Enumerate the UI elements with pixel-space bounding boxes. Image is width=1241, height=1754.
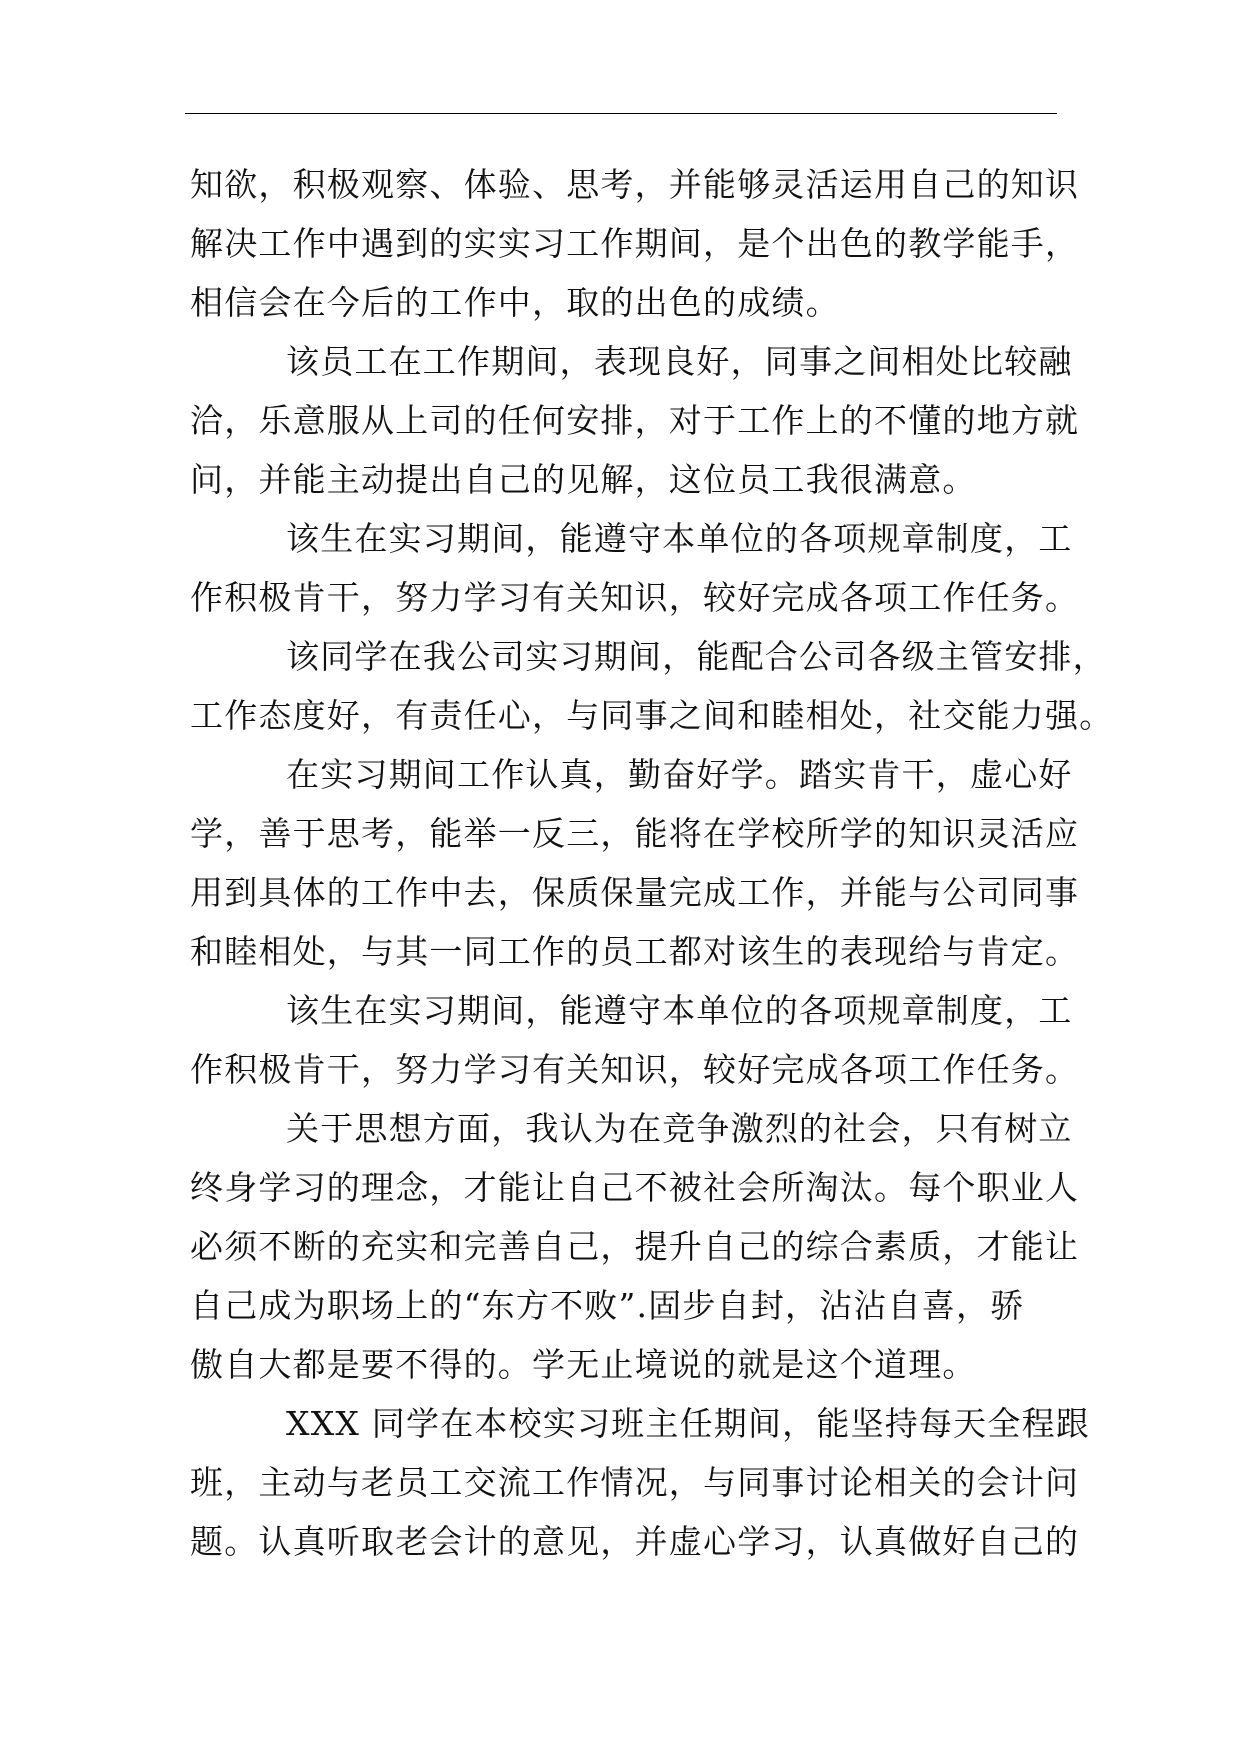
text-line: 关于思想方面，我认为在竞争激烈的社会，只有树立 [286, 1109, 1073, 1148]
text-line: 学，善于思考，能举一反三，能将在学校所学的知识灵活应 [190, 814, 1080, 853]
body-text [190, 155, 1114, 1571]
text-line: 终身学习的理念，才能让自己不被社会所淘汰。每个职业人 [190, 1168, 1080, 1207]
text-line: 和睦相处，与其一同工作的员工都对该生的表现给与肯定。 [190, 932, 1080, 971]
text-line: 工作态度好，有责任心，与同事之间和睦相处，社交能力强。 [190, 696, 1114, 735]
text-line: 必须不断的充实和完善自己，提升自己的综合素质，才能让 [190, 1227, 1080, 1266]
text-line: 该生在实习期间，能遵守本单位的各项规章制度，工 [286, 991, 1073, 1030]
header-rule [185, 113, 1057, 114]
text-line: 自己成为职场上的“东方不败”.固步自封，沾沾自喜，骄 [190, 1286, 1025, 1325]
text-line: 问，并能主动提出自己的见解，这位员工我很满意。 [190, 460, 977, 499]
text-line: 相信会在今后的工作中，取的出色的成绩。 [190, 283, 840, 322]
text-line: 洽，乐意服从上司的任何安排，对于工作上的不懂的地方就 [190, 401, 1080, 440]
text-line: 该生在实习期间，能遵守本单位的各项规章制度，工 [286, 519, 1073, 558]
text-line: 作积极肯干，努力学习有关知识，较好完成各项工作任务。 [190, 578, 1080, 617]
text-line: 题。认真听取老会计的意见，并虚心学习，认真做好自己的 [190, 1522, 1080, 1561]
text-line: 用到具体的工作中去，保质保量完成工作，并能与公司同事 [190, 873, 1080, 912]
text-line: 班，主动与老员工交流工作情况，与同事讨论相关的会计问 [190, 1463, 1080, 1502]
text-line: 在实习期间工作认真，勤奋好学。踏实肯干，虚心好 [286, 755, 1073, 794]
text-line: 作积极肯干，努力学习有关知识，较好完成各项工作任务。 [190, 1050, 1080, 1089]
text-line: 知欲，积极观察、体验、思考，并能够灵活运用自己的知识 [190, 165, 1080, 204]
text-line: 该员工在工作期间，表现良好，同事之间相处比较融 [286, 342, 1073, 381]
text-line: 解决工作中遇到的实实习工作期间，是个出色的教学能手， [190, 224, 1080, 263]
text-line: XXX 同学在本校实习班主任期间，能坚持每天全程跟 [286, 1404, 1090, 1443]
text-line: 该同学在我公司实习期间，能配合公司各级主管安排， [286, 637, 1107, 676]
text-line: 傲自大都是要不得的。学无止境说的就是这个道理。 [190, 1345, 977, 1384]
